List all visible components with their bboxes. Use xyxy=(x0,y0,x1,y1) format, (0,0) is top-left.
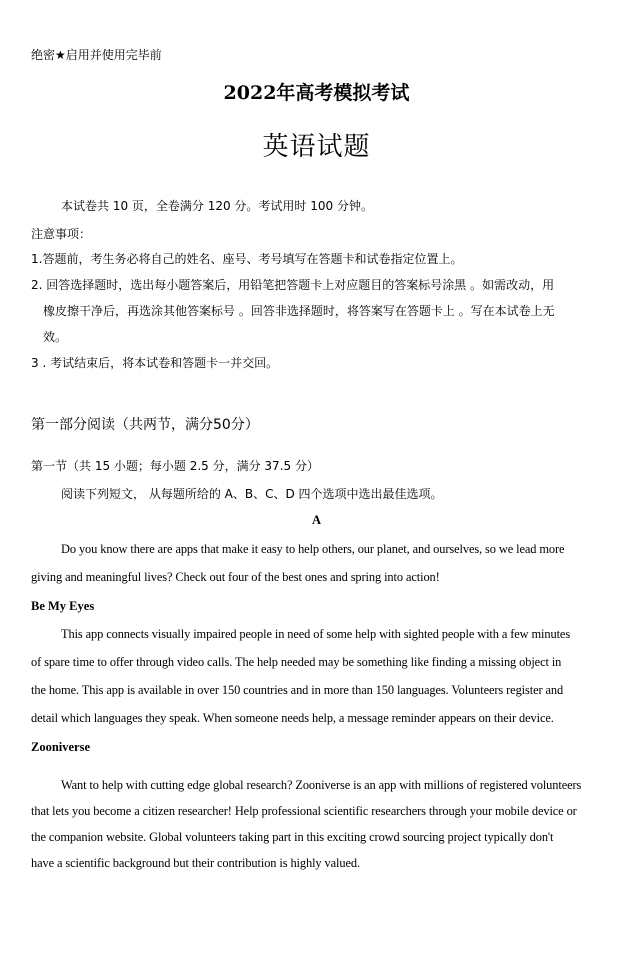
app-heading-be-my-eyes: Be My Eyes xyxy=(31,599,95,613)
subject-title: 英语试题 xyxy=(262,132,371,162)
notice-item-2-line-3: 效。 xyxy=(43,330,68,344)
notice-title: 注意事项： xyxy=(31,227,92,241)
notice-item-2-line-2: 橡皮擦干净后，再选涂其他答案标号 。回答非选择题时，将答案写在答题卡上 。写在本试卷上无 xyxy=(43,304,555,318)
exam-summary: 本试卷共 10 页，全卷满分 120 分。考试用时 100 分钟。 xyxy=(61,199,373,213)
app1-line-3: the home. This app is available in over 150 countries and in more than 150 languages. Volunteers register and xyxy=(31,683,564,697)
app-heading-zooniverse: Zooniverse xyxy=(31,740,91,754)
exam-title: 2022年高考模拟考试 xyxy=(223,82,410,104)
section-instruction: 阅读下列短文， 从每题所给的 A、B、C、D 四个选项中选出最佳选项。 xyxy=(61,487,443,501)
confidential-label: 绝密★启用并使用完毕前 xyxy=(31,48,162,62)
app1-line-4: detail which languages they speak. When someone needs help, a message reminder appears on their device. xyxy=(31,711,554,725)
passage-intro-line-2: giving and meaningful lives? Check out four of the best ones and spring into action! xyxy=(31,570,440,584)
passage-intro-line-1: Do you know there are apps that make it easy to help others, our planet, and ourselves, so we lead more xyxy=(61,542,565,556)
section-one-title: 第一节（共 15 小题；每小题 2.5 分，满分 37.5 分） xyxy=(31,459,319,473)
part-one-title: 第一部分阅读（共两节，满分50分） xyxy=(31,417,259,433)
app2-line-4: have a scientific background but their contribution is highly valued. xyxy=(31,856,360,870)
notice-item-2-line-1: 2. 回答选择题时，选出每小题答案后，用铅笔把答题卡上对应题目的答案标号涂黑 。如需改动，用 xyxy=(31,278,555,292)
passage-label: A xyxy=(311,513,322,527)
notice-item-1: 1.答题前，考生务必将自己的姓名、座号、考号填写在答题卡和试卷指定位置上。 xyxy=(31,252,463,266)
app2-line-3: the companion website. Global volunteers taking part in this exciting crowd sourcing project typically don't xyxy=(31,830,554,844)
app2-line-2: that lets you become a citizen researcher! Help professional scientific researchers through your mobile device or xyxy=(31,804,577,818)
app2-line-1: Want to help with cutting edge global research? Zooniverse is an app with millions of registered volunteers xyxy=(61,778,582,792)
app1-line-1: This app connects visually impaired people in need of some help with sighted people with a few minutes xyxy=(61,627,571,641)
notice-item-3: 3 . 考试结束后，将本试卷和答题卡一并交回。 xyxy=(31,356,279,370)
app1-line-2: of spare time to offer through video calls. The help needed may be something like finding a missing object in xyxy=(31,655,562,669)
